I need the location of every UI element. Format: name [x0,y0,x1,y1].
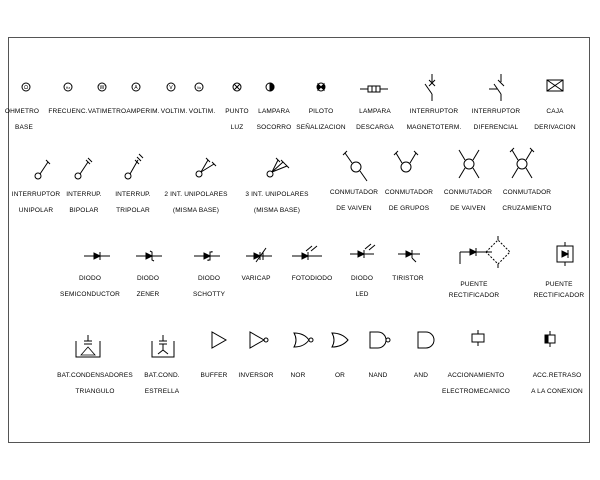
label-accionamiento-1: ACCIONAMIENTO [447,372,505,379]
three-switches-same-base-symbol [267,158,289,177]
electromechanical-actuator-symbol [472,330,484,346]
label-accionamiento-2: ELECTROMECANICO [442,388,510,395]
label-ohmetro-2: BASE [15,124,33,131]
schottky-diode-symbol [194,251,220,261]
label-punto-luz-1: PUNTO [225,108,249,115]
label-puente-b-2: RECTIFICADOR [533,292,585,299]
nand-gate-symbol [370,332,390,348]
varicap-symbol [246,248,272,262]
label-or: OR [334,372,346,379]
wattmeter-symbol [98,83,106,91]
label-dos-unipolares-2: (MISMA BASE) [172,207,220,214]
label-diodo-schotty-2: SCHOTTY [192,291,226,298]
label-puente-a-1: PUENTE [460,281,488,288]
label-int-bipolar-2: BIPOLAR [69,207,99,214]
photodiode-symbol [292,246,322,260]
label-amperim: AMPERIM. [126,108,160,115]
two-way-switch-alt-symbol [459,150,479,178]
label-diodo-led-1: DIODO [350,275,374,282]
label-conm-vaiven-b-2: DE VAIVEN [450,205,486,212]
label-fotodiodo: FOTODIODO [291,275,333,282]
label-buffer: BUFFER [200,372,228,379]
label-diodo-zener-1: DIODO [136,275,160,282]
label-caja-1: CAJA [546,108,564,115]
label-int-tripolar-2: TRIPOLAR [116,207,150,214]
label-int-magnetoterm-1: INTERRUPTOR [409,108,459,115]
magnetothermal-breaker-symbol [425,74,435,101]
label-bat-estrella-2: ESTRELLA [144,388,180,395]
label-conm-cruzamiento-1: CONMUTADOR [502,189,552,196]
label-lampara-descarga-2: DESCARGA [356,124,394,131]
label-piloto-1: PILOTO [308,108,334,115]
svg-text:Vo: Vo [196,86,202,90]
nor-gate-symbol [294,333,313,347]
label-tres-unipolares-2: (MISMA BASE) [253,207,301,214]
label-int-tripolar-1: INTERRUP. [115,191,151,198]
label-nor: NOR [290,372,306,379]
ammeter-symbol [132,83,140,91]
label-diodo-semi-1: DIODO [78,275,102,282]
light-point-symbol [233,83,241,91]
label-puente-a-2: RECTIFICADOR [448,292,500,299]
discharge-lamp-symbol [360,86,388,92]
label-caja-2: DERIVACION [534,124,576,131]
or-gate-symbol [332,333,348,347]
label-conm-grupos-1: CONMUTADOR [384,189,434,196]
label-bat-triangulo-1: BAT.CONDENSADORES [57,372,133,379]
label-voltim-a: VOLTIM. [160,108,188,115]
two-switches-same-base-symbol [196,158,216,177]
ohmmeter-symbol [22,83,30,91]
svg-text:V: V [169,85,173,91]
pilot-light-symbol [317,83,325,91]
emergency-lamp-symbol [266,83,274,91]
thyristor-symbol [398,250,420,262]
voltmeter-symbol [167,83,175,91]
and-gate-symbol [418,332,434,348]
label-vatimetro: VATIMETRO [87,108,127,115]
semiconductor-diode-symbol [84,252,110,260]
label-conm-cruzamiento-2: CRUZAMIENTO [502,205,552,212]
triple-pole-switch-symbol [125,154,143,179]
two-way-switch-symbol [343,151,367,181]
svg-text:Ω: Ω [24,85,28,91]
group-switch-symbol [394,151,418,172]
inverter-gate-symbol [250,332,268,348]
zener-diode-symbol [136,251,162,261]
single-pole-switch-symbol [35,160,50,179]
label-int-magnetoterm-2: MAGNETOTERM. [406,124,462,131]
label-lampara-socorro-1: LAMPARA [258,108,290,115]
label-varicap: VARICAP [241,275,271,282]
label-acc-retraso-2: A LA CONEXION [531,388,583,395]
label-int-unipolar-2: UNIPOLAR [18,207,54,214]
label-acc-retraso-1: ACC.RETRASO [532,372,582,379]
differential-breaker-symbol [489,74,504,101]
double-pole-switch-symbol [75,158,92,179]
led-diode-symbol [350,244,375,258]
label-diodo-zener-2: ZENER [136,291,160,298]
crossover-switch-symbol [510,148,534,178]
bridge-rectifier-alt-symbol [557,242,573,266]
label-int-unipolar-1: INTERRUPTOR [11,191,61,198]
label-inversor: INVERSOR [238,372,274,379]
label-conm-grupos-2: DE GRUPOS [388,205,430,212]
label-frecuenc: FRECUENC. [48,108,88,115]
delayed-actuator-symbol [545,331,555,347]
capacitor-bank-delta-symbol [76,335,100,357]
label-puente-b-1: PUENTE [545,281,573,288]
label-and: AND [413,372,429,379]
bridge-rectifier-symbol [460,236,510,268]
label-conm-vaiven-a-2: DE VAIVEN [336,205,372,212]
label-conm-vaiven-b-1: CONMUTADOR [443,189,493,196]
label-lampara-descarga-1: LAMPARA [359,108,391,115]
label-int-bipolar-1: INTERRUP. [66,191,102,198]
frequency-meter-symbol [64,83,72,91]
label-piloto-2: SEÑALIZACION [296,124,346,131]
label-punto-luz-2: LUZ [230,124,244,131]
buffer-gate-symbol [212,332,226,348]
label-bat-triangulo-2: TRIANGULO [75,388,115,395]
label-voltim-b: VOLTIM. [188,108,216,115]
label-lampara-socorro-2: SOCORRO [256,124,292,131]
svg-text:W: W [99,85,105,91]
capacitor-bank-star-symbol [152,335,174,357]
label-diodo-led-2: LED [355,291,369,298]
label-ohmetro-1: OHMETRO [4,108,40,115]
voltmeter-alt-symbol [195,83,203,91]
junction-box-symbol [547,80,563,91]
label-tiristor: TIRISTOR [392,275,424,282]
svg-text:A: A [134,85,138,91]
label-nand: NAND [368,372,388,379]
label-tres-unipolares-1: 3 INT. UNIPOLARES [245,191,309,198]
label-diodo-schotty-1: DIODO [197,275,221,282]
label-int-diferencial-2: DIFERENCIAL [473,124,519,131]
label-dos-unipolares-1: 2 INT. UNIPOLARES [164,191,228,198]
svg-text:Hz: Hz [65,86,71,90]
label-int-diferencial-1: INTERRUPTOR [471,108,521,115]
label-diodo-semi-2: SEMICONDUCTOR [60,291,120,298]
label-conm-vaiven-a-1: CONMUTADOR [329,189,379,196]
label-bat-estrella-1: BAT.COND. [144,372,180,379]
